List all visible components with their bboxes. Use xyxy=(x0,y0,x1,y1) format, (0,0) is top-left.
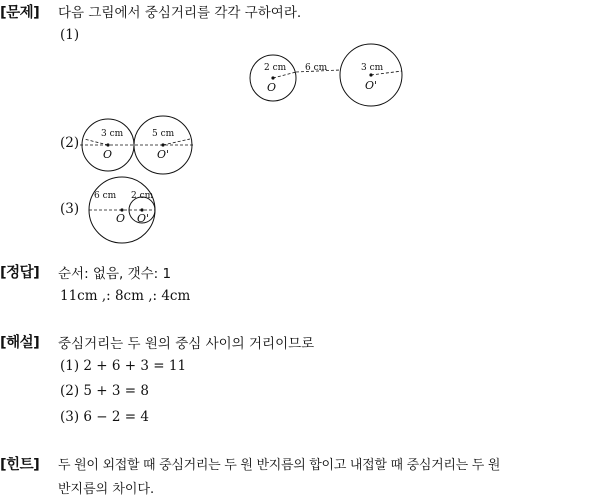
explanation-tag: [해설] xyxy=(0,335,40,351)
figure-3-center-o: O xyxy=(116,212,126,225)
figure-1-right-radius: 3 cm xyxy=(361,63,384,73)
figure-2-center-o: O xyxy=(103,148,113,161)
figure-1-left-radius: 2 cm xyxy=(264,63,287,73)
explanation-text: 중심거리는 두 원의 중심 사이의 거리이므로 xyxy=(58,336,315,352)
explanation-line-2: (2) 5 + 3 = 8 xyxy=(60,383,149,399)
figure-1-right-circle xyxy=(340,44,402,106)
explanation-line-3: (3) 6 − 2 = 4 xyxy=(60,409,149,425)
hint-line-2: 반지름의 차이다. xyxy=(58,482,155,497)
problem-tag: [문제] xyxy=(0,5,40,21)
figure-3-label: (3) xyxy=(60,201,80,217)
answer-meta: 순서: 없음, 갯수: 1 xyxy=(58,266,172,282)
figure-2-label: (2) xyxy=(60,135,80,151)
hint-line-1: 두 원이 외접할 때 중심거리는 두 원 반지름의 합이고 내접할 때 중심거리는 두 원 xyxy=(58,458,501,473)
figure-1-left-circle xyxy=(250,55,296,101)
figure-2-center-o-prime: O' xyxy=(157,148,170,161)
figure-3-inner-radius: 2 cm xyxy=(131,191,154,201)
answer-tag: [정답] xyxy=(0,265,40,281)
figure-1-label: (1) xyxy=(60,27,80,43)
figure-1-center-o: O xyxy=(267,81,277,94)
figure-3-outer-radius: 6 cm xyxy=(94,191,117,201)
hint-tag: [힌트] xyxy=(0,457,40,473)
figure-2-left-radius: 3 cm xyxy=(101,129,124,139)
figure-2-right-radius: 5 cm xyxy=(152,129,175,139)
figure-3-center-o-prime: O' xyxy=(137,212,150,225)
figure-1-center-o-prime: O' xyxy=(365,79,378,92)
answer-values: 11cm ,: 8cm ,: 4cm xyxy=(60,288,191,304)
figure-1-gap-label: 6 cm xyxy=(305,63,328,73)
problem-text: 다음 그림에서 중심거리를 각각 구하여라. xyxy=(58,5,302,21)
explanation-line-1: (1) 2 + 6 + 3 = 11 xyxy=(60,358,187,374)
